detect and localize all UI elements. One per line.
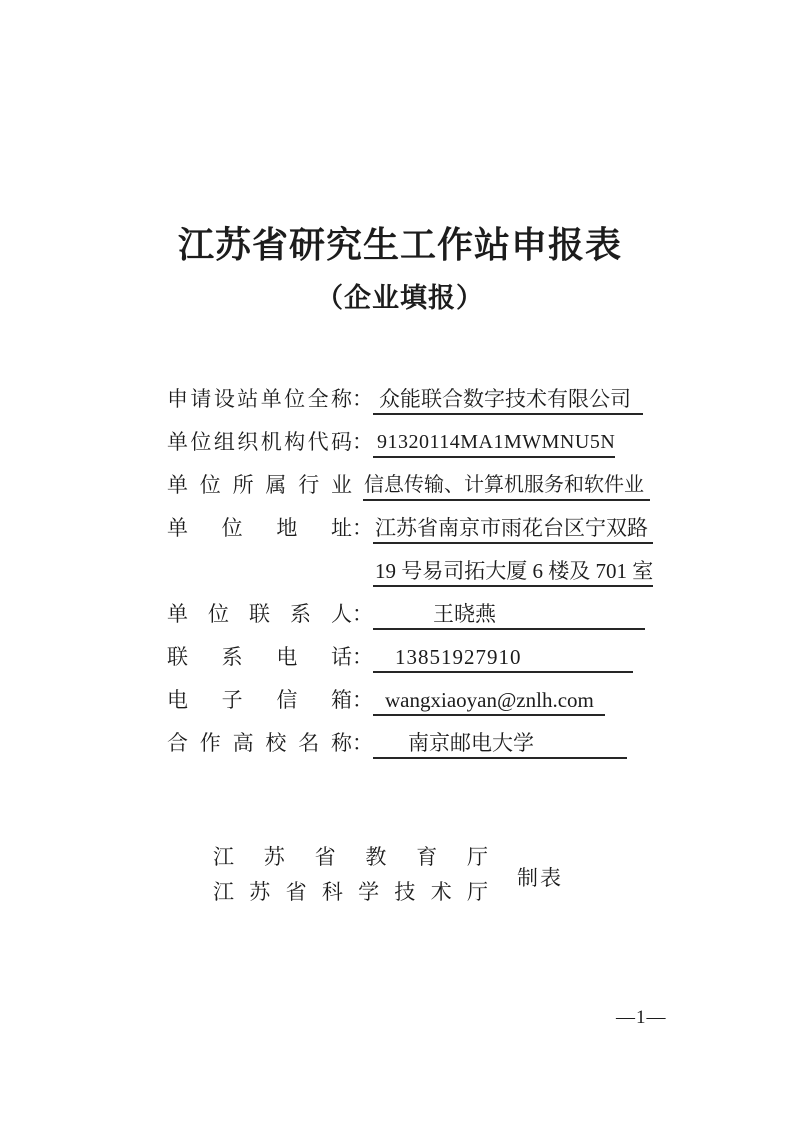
field-label: 单位地址 (167, 516, 352, 540)
field-colon: ： (352, 645, 373, 669)
document-title: 江苏省研究生工作站申报表 (177, 225, 622, 265)
form-row (167, 386, 667, 415)
field-colon: ： (352, 688, 373, 712)
field-label: 单位所属行业 (167, 473, 352, 497)
issuer-line-education: 江苏省教育厅 (213, 845, 488, 869)
field-label: 单位组织机构代码 (167, 430, 352, 454)
field-label: 联系电话 (167, 645, 352, 669)
field-value-group (373, 386, 643, 415)
field-value: 13851927910 (373, 644, 633, 673)
form-row (167, 644, 667, 673)
field-value-group (373, 644, 633, 673)
field-label: 单位联系人 (167, 602, 352, 626)
field-value: 91320114MA1MWMNU5N (373, 429, 615, 458)
field-value: 南京邮电大学 (373, 730, 627, 759)
form-note: 制表 (517, 866, 563, 890)
field-value: 王晓燕 (373, 601, 645, 630)
field-value-group (373, 601, 645, 630)
field-colon: ： (352, 387, 373, 411)
field-value: 众能联合数字技术有限公司 (373, 386, 643, 415)
field-value: wangxiaoyan@znlh.com (373, 687, 605, 716)
form-row (167, 601, 667, 630)
field-colon: ： (352, 731, 373, 755)
application-form (167, 386, 667, 773)
field-colon: ： (352, 516, 373, 540)
field-value: 19 号易司拓大厦 6 楼及 701 室 (373, 558, 653, 587)
field-label: 电子信箱 (167, 688, 352, 712)
issuer-block (213, 845, 593, 915)
page-number: —1— (616, 1007, 667, 1028)
form-row (167, 472, 667, 501)
field-value-group (373, 515, 653, 587)
field-colon: ： (352, 430, 373, 454)
field-value-group (373, 429, 615, 458)
field-value: 江苏省南京市雨花台区宁双路 (373, 515, 653, 544)
field-value-group (363, 472, 650, 501)
field-label: 合作高校名称 (167, 731, 352, 755)
form-row (167, 429, 667, 458)
form-row (167, 687, 667, 716)
field-colon: ： (352, 602, 373, 626)
document-subtitle: （企业填报） (316, 283, 484, 313)
field-label: 申请设站单位全称 (167, 387, 352, 411)
field-value: 信息传输、计算机服务和软件业 (363, 472, 650, 501)
form-row (167, 730, 667, 759)
field-value-group (373, 687, 605, 716)
issuer-line-science: 江苏省科学技术厅 (213, 880, 488, 904)
field-value-group (373, 730, 627, 759)
form-row (167, 515, 667, 587)
